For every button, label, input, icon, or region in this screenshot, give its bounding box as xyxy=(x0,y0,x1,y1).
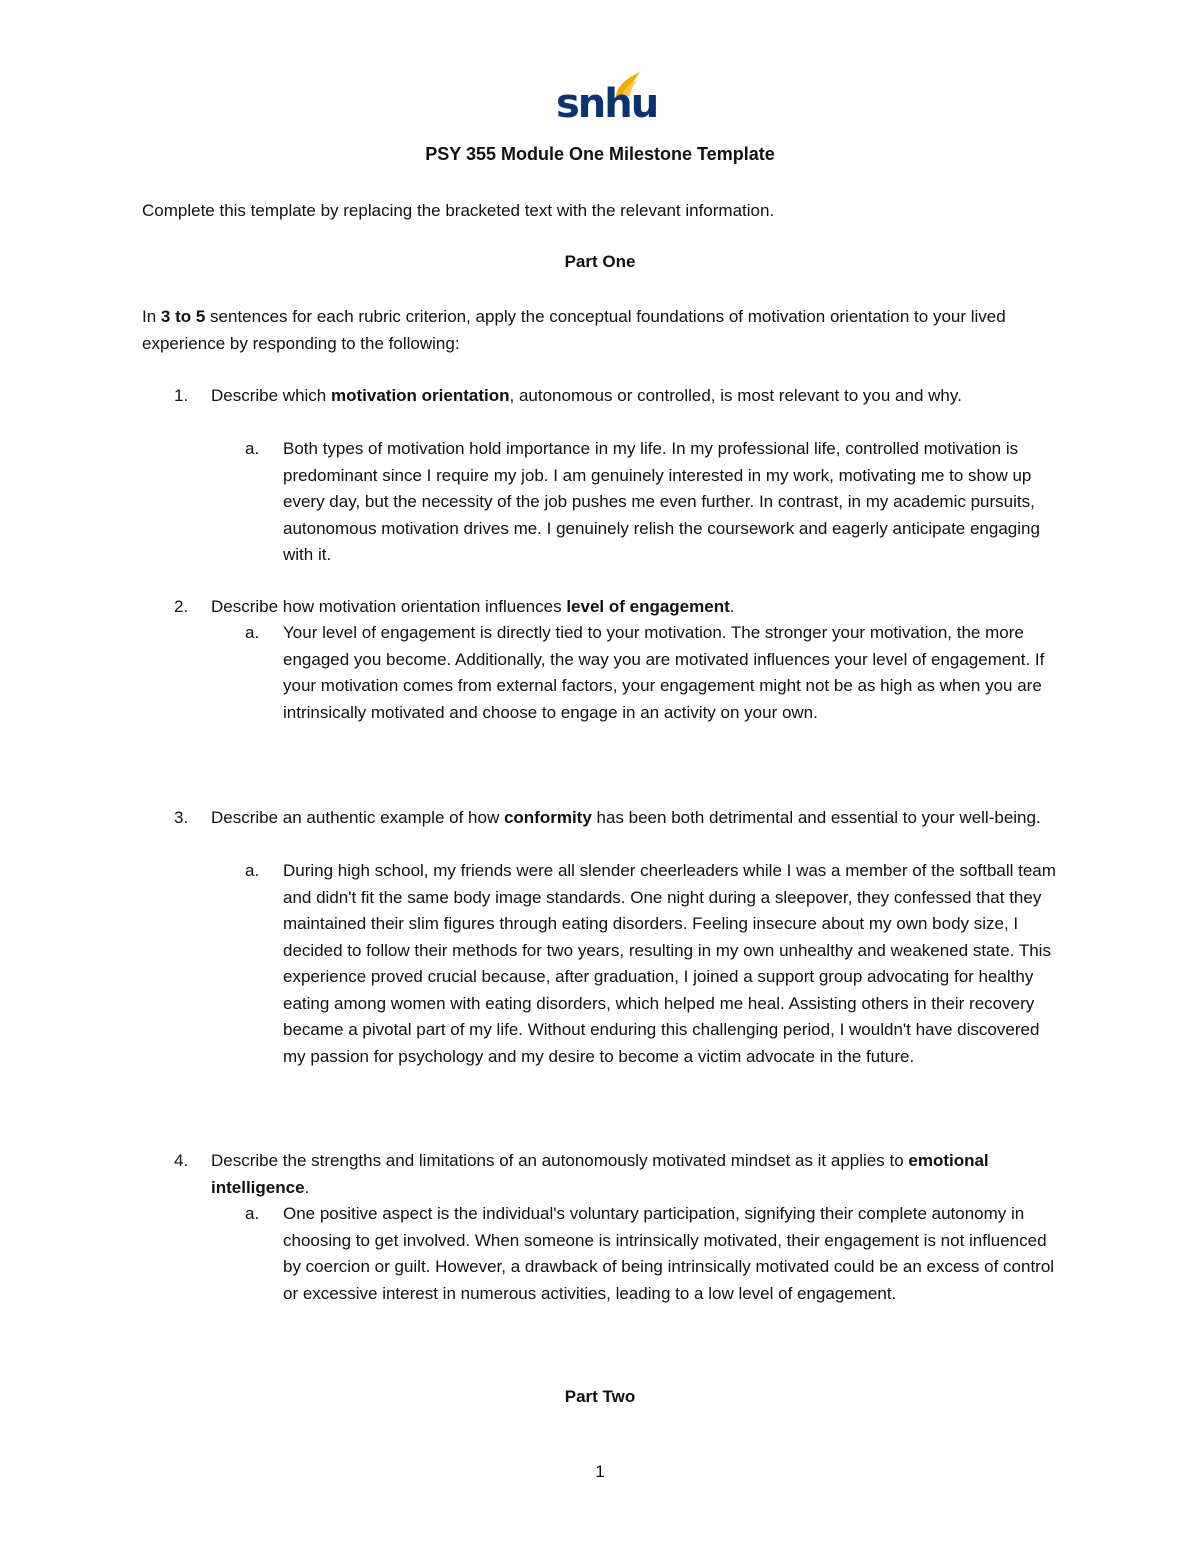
question-keyword: motivation orientation xyxy=(331,386,510,405)
intro-paragraph: Complete this template by replacing the bracketed text with the relevant information. xyxy=(142,201,775,220)
instructions-paragraph xyxy=(142,304,1062,357)
question-text-post: has been both detrimental and essential to your well-being. xyxy=(591,808,1041,827)
answer-letter: a. xyxy=(245,439,260,458)
answer-text: Both types of motivation hold importance in my life. In my professional life, controlled motivation is predominant since I require my job. I am genuinely interested in my work, motivating me to show up every day, but the necessity of the job pushes me even further. In contrast, in my academic pursuits, autonomous motivation drives me. I genuinely relish the coursework and eagerly anticipate engaging with it. xyxy=(283,439,1040,564)
instructions-bold: 3 to 5 xyxy=(160,307,206,326)
question-text-pre: Describe which xyxy=(211,386,331,405)
question-keyword: level of engagement xyxy=(566,597,730,616)
question-text xyxy=(211,1148,1061,1201)
snhu-logo xyxy=(548,70,658,134)
question-number: 1. xyxy=(174,386,189,405)
instructions-pre: In xyxy=(142,307,161,326)
answer-text: Your level of engagement is directly tied to your motivation. The stronger your motivation, the more engaged you become. Additionally, the way you are motivated influences your level of engagement. If your motivation comes from external factors, your engagement might not be as high as when you are intrinsically motivated and choose to engage in an activity on your own. xyxy=(283,623,1045,722)
answer-text: One positive aspect is the individual's voluntary participation, signifying their complete autonomy in choosing to get involved. When someone is intrinsically motivated, their engagement is not influenced by coercion or guilt. However, a drawback of being intrinsically motivated could be an excess of control or excessive interest in numerous activities, leading to a low level of engagement. xyxy=(283,1204,1055,1303)
part-two-heading: Part Two xyxy=(564,1387,636,1406)
question-keyword: emotional intelligence xyxy=(211,1151,989,1197)
answer-text: During high school, my friends were all slender cheerleaders while I was a member of the softball team and didn't fit the same body image standards. One night during a sleepover, they confessed that they maintained their slim figures through eating disorders. Feeling insecure about my own body size, I decided to follow their methods for two years, resulting in my own unhealthy and weakened state. This experience proved crucial because, after graduation, I joined a support group advocating for healthy eating among women with eating disorders, which helped me heal. Assisting others in their recovery became a pivotal part of my life. Without enduring this challenging period, I wouldn't have discovered my passion for psychology and my desire to become a victim advocate in the future. xyxy=(283,861,1056,1066)
question-text-post: . xyxy=(729,597,735,616)
question-text-post: . xyxy=(304,1177,310,1197)
question-text-pre: Describe an authentic example of how xyxy=(211,808,504,827)
instructions-post: sentences for each rubric criterion, apply the conceptual foundations of motivation orientation to your lived experience by responding to the following: xyxy=(142,307,1006,353)
question-number: 3. xyxy=(174,808,189,827)
answer-letter: a. xyxy=(245,861,260,880)
question-text-pre: Describe the strengths and limitations of an autonomously motivated mindset as it applies to xyxy=(211,1151,909,1170)
page-number: 1 xyxy=(595,1462,605,1481)
question-number: 4. xyxy=(174,1151,189,1170)
question-text-pre: Describe how motivation orientation influences xyxy=(211,597,567,616)
answer-letter: a. xyxy=(245,623,260,642)
question-number: 2. xyxy=(174,597,189,616)
question-text-post: , autonomous or controlled, is most relevant to you and why. xyxy=(509,386,962,405)
logo-text: snhu xyxy=(556,81,658,127)
part-one-heading: Part One xyxy=(564,252,636,271)
question-text xyxy=(211,383,1061,410)
question-text xyxy=(211,594,1061,621)
question-text xyxy=(211,805,1061,832)
answer-letter: a. xyxy=(245,1204,260,1223)
question-keyword: conformity xyxy=(503,808,592,827)
document-title: PSY 355 Module One Milestone Template xyxy=(425,144,775,164)
